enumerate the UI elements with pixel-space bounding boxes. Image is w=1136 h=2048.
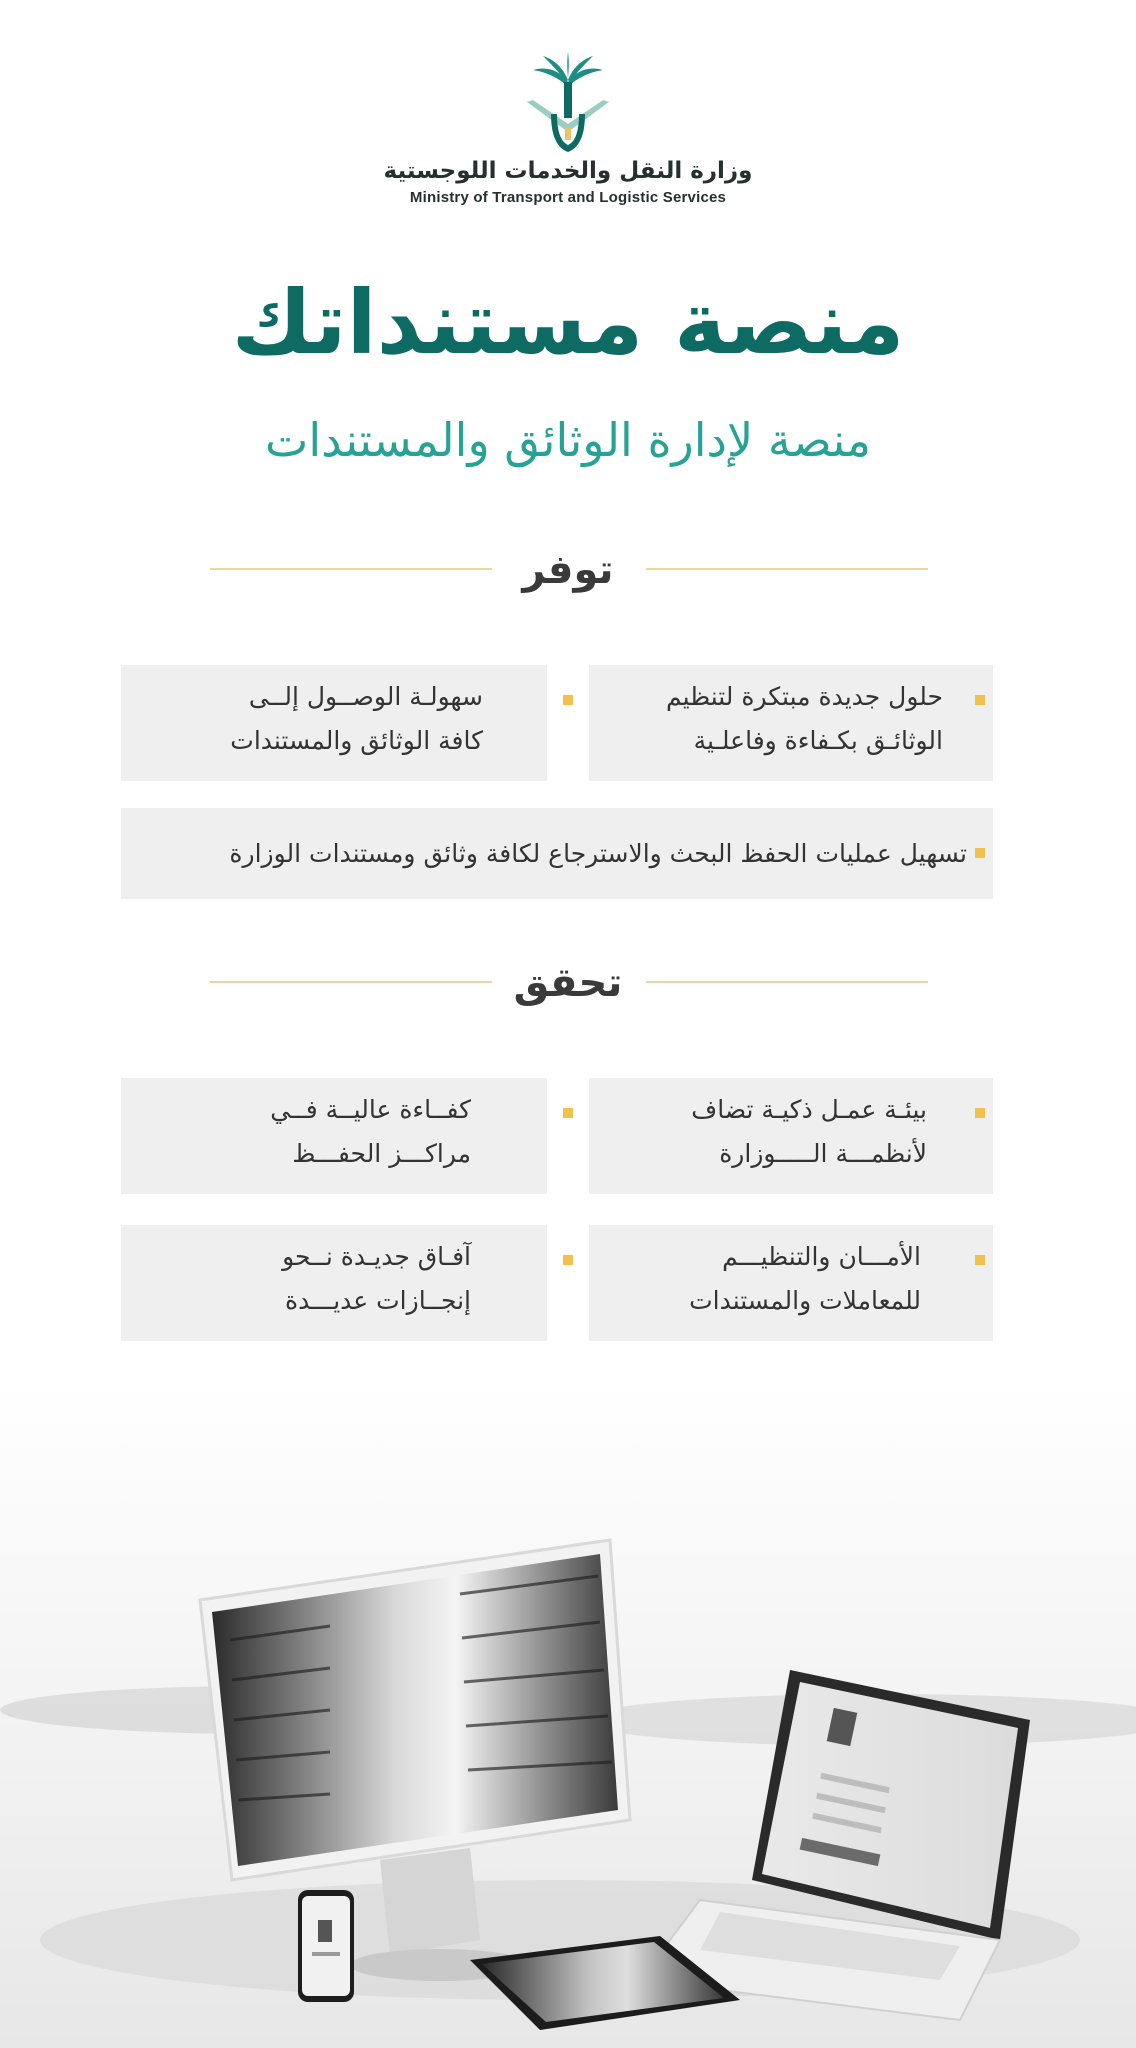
feature-card [589, 1078, 993, 1194]
bullet-icon [563, 1255, 573, 1265]
bullet-icon [975, 1108, 985, 1118]
feature-card [121, 1225, 547, 1341]
feature-text: حلول جديدة مبتكرة لتنظيم الوثائـق بكـفاءة وفاعلـية [666, 682, 943, 755]
phone [298, 1890, 354, 2002]
feature-card-wide [121, 808, 993, 899]
feature-text: بيئـة عمـل ذكيـة تضاف لأنظمـــة الـــــوزارة [691, 1095, 927, 1168]
ministry-logo-icon [521, 52, 615, 154]
bullet-icon [975, 848, 985, 858]
section-divider-left [210, 981, 492, 983]
feature-text: تسهيل عمليات الحفظ البحث والاسترجاع لكافة وثائق ومستندات الوزارة [229, 839, 967, 868]
page-subtitle: منصة لإدارة الوثائق والمستندات [265, 413, 871, 467]
feature-card [121, 665, 547, 781]
feature-card [589, 1225, 993, 1341]
section-divider-left [210, 568, 492, 570]
ministry-name-english: Ministry of Transport and Logistic Services [409, 189, 727, 206]
section-divider-right [646, 981, 928, 983]
ministry-name-arabic: وزارة النقل والخدمات اللوجستية [383, 158, 753, 184]
bullet-icon [975, 1255, 985, 1265]
feature-text: الأمـــان والتنظيـــم للمعاملات والمستندات [689, 1242, 921, 1315]
devices-illustration [0, 1380, 1136, 2048]
section-divider-right [646, 568, 928, 570]
section-heading-achieves: تحقق [513, 960, 623, 1006]
section-heading-provides: توفر [522, 547, 614, 593]
bullet-icon [563, 1108, 573, 1118]
feature-text: آفـاق جديـدة نــحو إنجــازات عديـــدة [282, 1242, 471, 1315]
bullet-icon [975, 695, 985, 705]
bullet-icon [563, 695, 573, 705]
feature-text: سهولـة الوصــول إلــى كافة الوثائق والمستندات [230, 682, 483, 755]
feature-card [121, 1078, 547, 1194]
page-title: منصة مستنداتك [231, 271, 905, 374]
feature-text: كفــاءة عاليــة فــي مراكـــز الحفـــظ [270, 1095, 471, 1168]
feature-card [589, 665, 993, 781]
